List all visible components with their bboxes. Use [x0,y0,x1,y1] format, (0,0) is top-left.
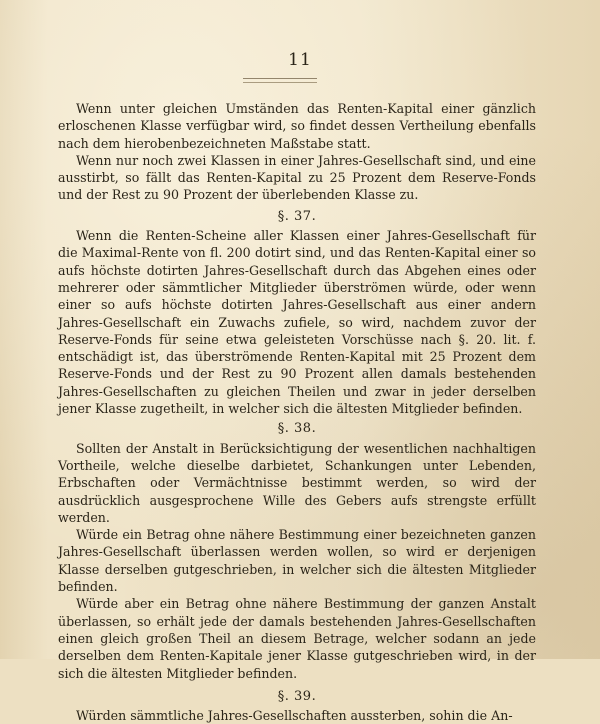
paragraph: Sollten der Anstalt in Berücksichtigung der wesentlichen nachhaltigen Vortheile, welche dieselbe darbietet, Schankungen unter Lebenden, Erbschaften oder Vermächtnisse bestimmt werden, so wird der ausdrücklich ausgesprochene Wille des Gebers aufs strengste erfüllt werden. [58,440,536,525]
paragraph: Wenn unter gleichen Umständen das Renten-Kapital einer gänzlich erloschenen Klasse verfügbar wird, so findet dessen Vertheilung ebenfalls nach dem hierobenbezeichneten Maßstabe statt. [58,101,536,151]
paragraph: Würde ein Betrag ohne nähere Bestimmung einer bezeichneten ganzen Jahres-Gesellschaft überlassen werden wollen, so wird er derjenigen Klasse derselben gutgeschrieben, in welcher sich die ältesten Mitglieder befinden. [58,527,536,595]
paragraph: Würde aber ein Betrag ohne nähere Bestimmung der ganzen Anstalt überlassen, so erhält jede der damals bestehenden Jahres-Gesellschaften einen gleich großen Theil an diesem Betrage, welcher sodann an jede derselben dem Renten-Kapitale jener Klasse gutgeschrieben wird, in der sich die ältesten Mitglieder befinden. [58,596,536,681]
section-heading-37: §. 37. [277,208,317,224]
body-text [58,100,536,724]
section-heading-39: §. 39. [277,688,317,704]
section-heading-38: §. 38. [277,421,317,437]
paragraph: Wenn nur noch zwei Klassen in einer Jahres-Gesellschaft sind, und eine ausstirbt, so fällt das Renten-Kapital zu 25 Prozent dem Reserve-Fonds und der Rest zu 90 Prozent der überlebenden Klasse zu. [58,152,536,203]
page-number-rule [243,78,317,83]
paragraph: Wenn die Renten-Scheine aller Klassen einer Jahres-Gesellschaft für die Maximal-Rente von fl. 200 dotirt sind, und das Renten-Kapital einer so aufs höchste dotirten Jahres-Gesellschaft durch das Abgehen eines oder mehrerer oder sämmtlicher Mitglieder überströmen würde, oder wenn einer so aufs höchste dotirten Jahres-Gesellschaft aus einer andern Jahres-Gesellschaft ein Zuwachs zufiele, so wird, nachdem zuvor der Reserve-Fonds für seine etwa geleisteten Vorschüsse nach §. 20. lit. f. entschädigt ist, das überströmende Renten-Kapital mit 25 Prozent dem Reserve-Fonds und der Rest zu 90 Prozent allen damals bestehenden Jahres-Gesellschaften zu gleichen Theilen und zwar in jeder derselben jener Klasse zugetheilt, in welcher sich die ältesten Mitglieder befinden. [58,228,536,417]
paragraph: Würden sämmtliche Jahres-Gesellschaften aussterben, sohin die An- [76,708,513,724]
page-number: 11 [288,50,312,70]
